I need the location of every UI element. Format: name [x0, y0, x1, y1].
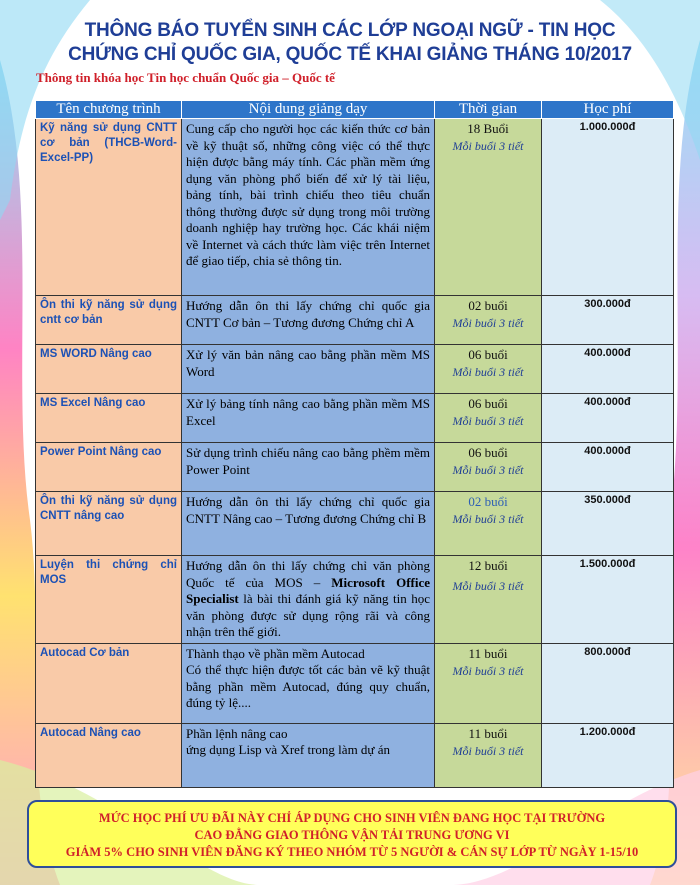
- session-note: Mỗi buổi 3 tiết: [452, 663, 524, 678]
- content-bold-text: Microsoft Office Specialist: [186, 574, 430, 606]
- program-content: [182, 723, 435, 787]
- duration-value: 11 buổi: [468, 725, 508, 741]
- duration-value: 02 buổi: [468, 298, 508, 313]
- program-name: Ôn thi kỹ năng sử dụng CNTT nâng cao: [36, 492, 182, 556]
- program-name: Kỹ năng sử dụng CNTT cơ bản (THCB-Word-Excel-PP): [36, 119, 182, 296]
- program-name: Ôn thi kỹ năng sử dụng cntt cơ bản: [36, 296, 182, 345]
- program-fee: 400.000đ: [542, 345, 674, 394]
- program-fee: 1.200.000đ: [542, 723, 674, 787]
- duration-value: 06 buổi: [468, 396, 508, 411]
- header-program: Tên chương trình: [36, 101, 182, 119]
- content-line: Thành thạo về phần mềm Autocad: [186, 645, 365, 661]
- program-name: Autocad Cơ bản: [36, 643, 182, 723]
- table-row: [36, 492, 674, 556]
- program-duration: [435, 394, 542, 443]
- program-duration: [435, 119, 542, 296]
- table-row: [36, 119, 674, 296]
- program-content: Hướng dẫn ôn thi lấy chứng chỉ quốc gia CNTT Nâng cao – Tương đương Chứng chỉ B: [182, 492, 435, 556]
- session-note: Mỗi buổi 3 tiết: [452, 579, 524, 593]
- program-fee: 350.000đ: [542, 492, 674, 556]
- table-row: [36, 443, 674, 492]
- program-duration: [435, 643, 542, 723]
- duration-value: 11 buổi: [468, 645, 508, 661]
- content-line: Có thể thực hiện được tốt các bản vẽ kỹ thuật bằng phần mềm Autocad, đúng quy chuẩn, đúng tỷ lệ....: [186, 662, 430, 710]
- notice-line1: MỨC HỌC PHÍ ƯU ĐÃI NÀY CHỈ ÁP DỤNG CHO SINH VIÊN ĐANG HỌC TẠI TRƯỜNG: [98, 811, 606, 825]
- table-row: [36, 394, 674, 443]
- page-title-line1: THÔNG BÁO TUYỂN SINH CÁC LỚP NGOẠI NGỮ - TIN HỌC: [84, 20, 616, 41]
- program-fee: 800.000đ: [542, 643, 674, 723]
- session-note: Mỗi buổi 3 tiết: [452, 512, 524, 526]
- table-row: [36, 643, 674, 723]
- table-row: [36, 723, 674, 787]
- program-duration: [435, 296, 542, 345]
- duration-value: 06 buổi: [468, 347, 508, 362]
- content-text: Hướng dẫn ôn thi lấy chứng chỉ văn phòng Quốc tế của MOS –: [186, 558, 430, 590]
- header-fee: Học phí: [542, 101, 674, 119]
- duration-value: 02 buổi: [468, 494, 508, 509]
- program-content: Xử lý bảng tính nâng cao bằng phần mềm MS Excel: [182, 394, 435, 443]
- session-note: Mỗi buổi 3 tiết: [452, 414, 524, 428]
- program-content: Cung cấp cho người học các kiến thức cơ bản về kỹ thuật số, những công việc có thể thực hiện được bằng máy tính. Các phần mềm ứng dụng văn phòng phổ biến để xử lý tài liệu, bảng tính, bài trình chiếu theo tiêu chuẩn thông thường được sử dụng trong môi trường doanh nghiệp hay trường học. Các khái niệm về Internet và cách thức làm việc trên Internet để giao tiếp, chia sẻ thông tin.: [182, 119, 435, 296]
- content-line: ứng dụng Lisp và Xref trong làm dự án: [186, 742, 390, 757]
- program-duration: [435, 723, 542, 787]
- program-content: Hướng dẫn ôn thi lấy chứng chỉ quốc gia CNTT Cơ bản – Tương đương Chứng chỉ A: [182, 296, 435, 345]
- duration-value: 12 buổi: [468, 558, 508, 573]
- program-fee: 400.000đ: [542, 443, 674, 492]
- program-fee: 1.500.000đ: [542, 556, 674, 644]
- content-text: là bài thi đánh giá kỹ năng tin học văn phòng được sử dụng rộng rãi và công nhận trên thế giới.: [186, 591, 430, 639]
- duration-value: 06 buổi: [468, 445, 508, 460]
- program-name: Power Point Nâng cao: [36, 443, 182, 492]
- table-header-row: [36, 101, 674, 119]
- program-content: [182, 643, 435, 723]
- program-content: Xử lý văn bản nâng cao bằng phần mềm MS Word: [182, 345, 435, 394]
- session-note: Mỗi buổi 3 tiết: [452, 139, 524, 153]
- session-note: Mỗi buổi 3 tiết: [452, 365, 524, 379]
- program-fee: 300.000đ: [542, 296, 674, 345]
- program-duration: [435, 492, 542, 556]
- section-subtitle: Thông tin khóa học Tin học chuẩn Quốc gia – Quốc tế: [36, 70, 335, 85]
- program-fee: 400.000đ: [542, 394, 674, 443]
- page-title-line2: CHỨNG CHỈ QUỐC GIA, QUỐC TẾ KHAI GIẢNG THÁNG 10/2017: [68, 44, 632, 65]
- table-row: [36, 296, 674, 345]
- program-duration: [435, 443, 542, 492]
- content-line: Phần lệnh nâng cao: [186, 725, 288, 741]
- program-name: Autocad Nâng cao: [36, 723, 182, 787]
- header-content: Nội dung giảng dạy: [182, 101, 435, 119]
- notice-line3: GIẢM 5% CHO SINH VIÊN ĐĂNG KÝ THEO NHÓM TỪ 5 NGƯỜI & CÁN SỰ LỚP TỪ NGÀY 1-15/10: [65, 845, 639, 859]
- program-duration: [435, 345, 542, 394]
- program-content: Sử dụng trình chiếu nâng cao bằng phềm mềm Power Point: [182, 443, 435, 492]
- program-name: Luyện thi chứng chỉ MOS: [36, 556, 182, 644]
- session-note: Mỗi buổi 3 tiết: [452, 743, 524, 758]
- header-duration: Thời gian: [435, 101, 542, 119]
- notice-line2: CAO ĐẲNG GIAO THÔNG VẬN TẢI TRUNG ƯƠNG VI: [194, 828, 510, 842]
- program-content: [182, 556, 435, 644]
- program-fee: 1.000.000đ: [542, 119, 674, 296]
- session-note: Mỗi buổi 3 tiết: [452, 316, 524, 330]
- session-note: Mỗi buổi 3 tiết: [452, 463, 524, 477]
- table-row: [36, 345, 674, 394]
- table-row: [36, 556, 674, 644]
- program-duration: [435, 556, 542, 644]
- duration-value: 18 Buổi: [467, 121, 509, 136]
- course-table: [35, 100, 674, 788]
- program-name: MS WORD Nâng cao: [36, 345, 182, 394]
- discount-notice: [27, 800, 677, 868]
- program-name: MS Excel Nâng cao: [36, 394, 182, 443]
